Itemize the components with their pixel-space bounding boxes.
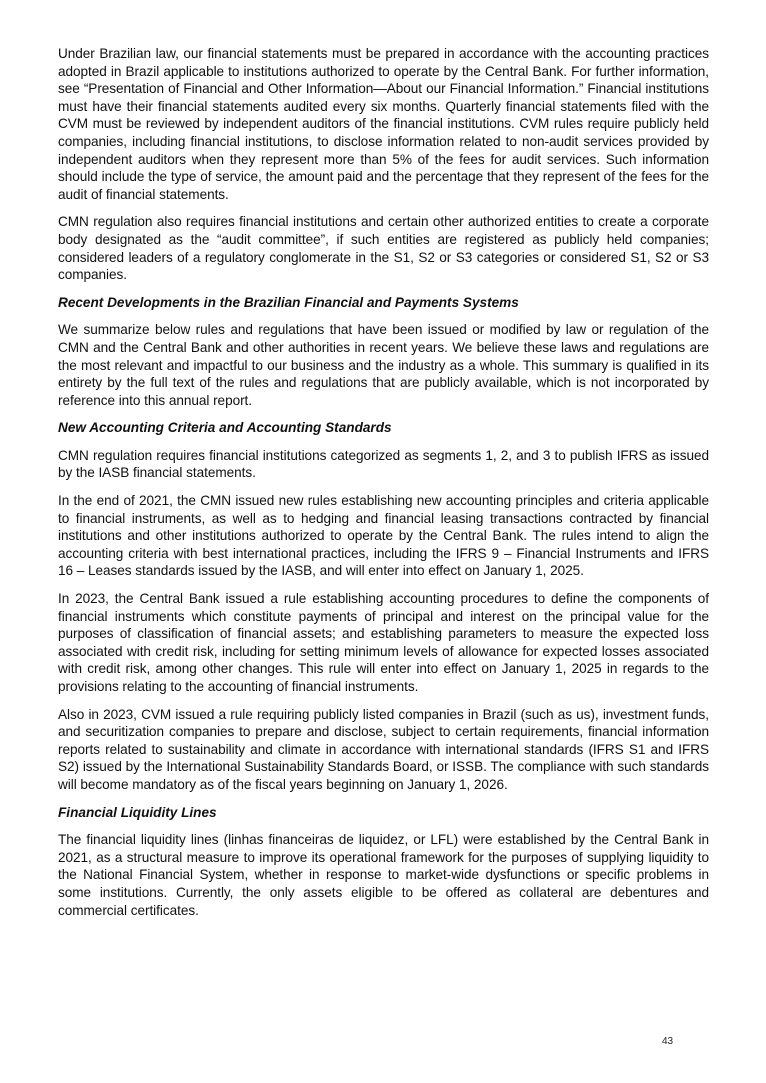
paragraph-financial-statements-law: Under Brazilian law, our financial statements must be prepared in accordance with the accounting practices adopted in Brazil applicable to institutions authorized to operate by the Central Bank. For further information, see “Presentation of Financial and Other Information—About our Financial Information.” Financial institutions must have their financial statements audited every six months. Quarterly financial statements filed with the CVM must be reviewed by independent auditors of the financial institutions. CVM rules require publicly held companies, including financial institutions, to disclose information related to non-audit services provided by independent auditors when they represent more than 5% of the fees for audit services. Such information should include the type of service, the amount paid and the percentage that they represent of the fees for the audit of financial statements. xyxy=(58,46,709,202)
paragraph-2021-cmn-rules: In the end of 2021, the CMN issued new rules establishing new accounting principles and criteria applicable to financial instruments, as well as to hedging and financial leasing transactions contracted by financial institutions and other institutions authorized to operate by the Central Bank. The rules intend to align the accounting criteria with best international practices, including the IFRS 9 – Financial Instruments and IFRS 16 – Leases standards issued by the IASB, and will enter into effect on January 1, 2025. xyxy=(58,493,709,579)
paragraph-2023-central-bank-rule: In 2023, the Central Bank issued a rule establishing accounting procedures to define the components of financial instruments which constitute payments of principal and interest on the principal value for the purposes of classification of financial assets; and establishing parameters to measure the expected loss associated with credit risk, including for setting minimum levels of allowance for expected losses associated with credit risk, among other changes. This rule will enter into effect on January 1, 2025 in regards to the provisions relating to the accounting of financial instruments. xyxy=(58,591,709,694)
paragraph-ifrs-segments: CMN regulation requires financial institutions categorized as segments 1, 2, and 3 to publish IFRS as issued by the IASB financial statements. xyxy=(58,447,709,481)
heading-financial-liquidity-lines: Financial Liquidity Lines xyxy=(58,804,217,820)
paragraph-liquidity-lines: The financial liquidity lines (linhas financeiras de liquidez, or LFL) were established by the Central Bank in 2021, as a structural measure to improve its operational framework for the purposes of supplying liquidity to the National Financial System, whether in response to market-wide dysfunctions or specific problems in some institutions. Currently, the only assets eligible to be offered as collateral are debentures and commercial certificates. xyxy=(58,832,709,918)
paragraph-audit-committee: CMN regulation also requires financial institutions and certain other authorized entities to create a corporate body designated as the “audit committee”, if such entities are registered as publicly held companies; considered leaders of a regulatory conglomerate in the S1, S2 or S3 categories or considered S1, S2 or S3 companies. xyxy=(58,214,709,283)
page-number: 43 xyxy=(662,1036,674,1047)
paragraph-recent-developments-summary: We summarize below rules and regulations that have been issued or modified by law or regulation of the CMN and the Central Bank and other authorities in recent years. We believe these laws and regulations are the most relevant and impactful to our business and the industry as a whole. This summary is qualified in its entirety by the full text of the rules and regulations that are publicly available, which is not incorporated by reference into this annual report. xyxy=(58,322,709,408)
paragraph-2023-cvm-sustainability: Also in 2023, CVM issued a rule requiring publicly listed companies in Brazil (such as us), investment funds, and securitization companies to prepare and disclose, subject to certain requirements, financial information reports related to sustainability and climate in accordance with international standards (IFRS S1 and IFRS S2) issued by the International Sustainability Standards Board, or ISSB. The compliance with such standards will become mandatory as of the fiscal years beginning on January 1, 2026. xyxy=(58,706,709,792)
document-page xyxy=(58,45,709,929)
heading-recent-developments: Recent Developments in the Brazilian Financial and Payments Systems xyxy=(58,294,519,310)
heading-new-accounting-criteria: New Accounting Criteria and Accounting Standards xyxy=(58,420,392,436)
